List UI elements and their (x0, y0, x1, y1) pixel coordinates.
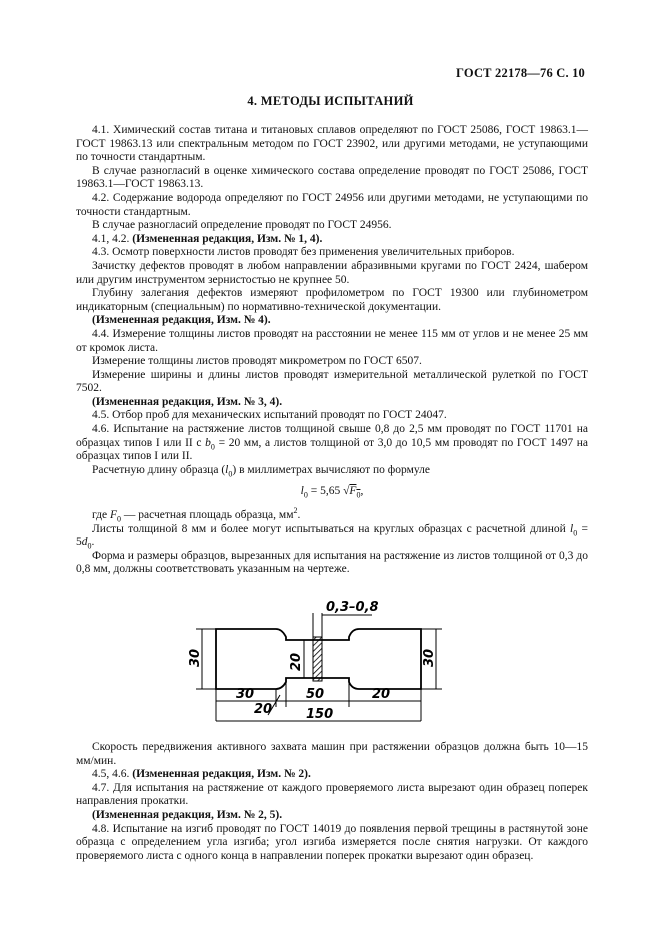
symbol: d (81, 536, 88, 549)
superscript: 2 (293, 506, 298, 516)
width-label-left: 30 (188, 648, 203, 667)
text-run: . (297, 509, 301, 522)
paragraph (76, 314, 588, 328)
paragraph: Скорость передвижения активного захвата машин при растяжении образцов должна быть 10—15 мм/мин. (76, 741, 588, 767)
paragraph: В случае разногласий определение проводят по ГОСТ 24956. (92, 219, 392, 232)
subscript: 0 (573, 527, 578, 537)
total-length-label: 150 (306, 707, 334, 722)
paragraph: Форма и размеры образцов, вырезанных для испытания на растяжение из листов толщиной от 0,3 до 0,8 мм, должны соответствовать указанным на чертеже. (76, 549, 588, 576)
paragraph: В случае разногласий в оценке химического состава определение проводят по ГОСТ 25086, ГОСТ 19863.1—ГОСТ 19863.13. (76, 164, 588, 191)
text-run: = 20 мм, а листов толщиной от 3,0 до 10,5 мм проводят по ГОСТ 1497 на образцах типов I или II. (76, 436, 588, 463)
paragraph: 4.5. Отбор проб для механических испытаний проводят по ГОСТ 24047. (92, 409, 447, 422)
paragraph: Глубину залегания дефектов измеряют профилометром по ГОСТ 19300 или глубинометром индикаторным (специальным) по нормативно-технической документации. (76, 287, 588, 313)
paragraph: 4.3. Осмотр поверхности листов проводят без применения увеличительных приборов. (92, 246, 515, 259)
paragraph (76, 464, 588, 478)
specimen-drawing (188, 589, 454, 729)
section-title: 4. МЕТОДЫ ИСПЫТАНИЙ (247, 94, 414, 108)
text-run: Расчетную длину образца ( (92, 463, 226, 476)
paragraph (76, 809, 588, 823)
paragraph: 4.7. Для испытания на растяжение от каждого проверяемого листа вырезают один образец поперек направления прокатки. (76, 781, 588, 808)
paragraph: Зачистку дефектов проводят в любом направлении абразивными кругами по ГОСТ 2424, шабером или другим инструментом зернистостью не крупнее 50. (76, 259, 588, 286)
subscript: 0 (87, 541, 92, 551)
paragraph (76, 423, 588, 464)
paragraph (76, 768, 588, 782)
formula (76, 485, 588, 499)
grip-right-label: 20 (372, 687, 391, 702)
paragraph: 4.8. Испытание на изгиб проводят по ГОСТ 14019 до появления первой трещины в растянутой зоне образца с определением угла изгиба; угол изгиба измеряется после снятия нагрузки. От каждого проверяемого листа с одного конца в направлении поперек прокатки вырезают один образец. (76, 822, 588, 862)
radius-label: 20 (254, 702, 273, 717)
text-run: 4.6. Испытание на растяжение листов толщиной свыше 0,8 до 2,5 мм проводят по ГОСТ 11701 на образцах типов I или II с (76, 423, 588, 449)
symbol: F (109, 509, 118, 522)
revision-note: (Измененная редакция, Изм. № 1, 4). (132, 232, 323, 245)
paragraph (76, 523, 588, 550)
paragraph: 4.4. Измерение толщины листов проводят на расстоянии не менее 115 мм от углов и не менее 25 мм от кромок листа. (76, 327, 588, 354)
page-header: ГОСТ 22178—76 С. 10 (456, 66, 585, 80)
text-run: = 5,65 √ (307, 485, 350, 498)
radicand (349, 485, 361, 500)
paragraph (76, 233, 588, 247)
text-run: — расчетная площадь образца, мм (121, 509, 294, 522)
width-label-right: 30 (422, 648, 437, 667)
revision-note: (Измененная редакция, Изм. № 3, 4). (92, 395, 283, 408)
subscript: 0 (356, 490, 361, 500)
paragraph: Измерение толщины листов проводят микрометром по ГОСТ 6507. (92, 355, 422, 368)
revision-note: (Измененная редакция, Изм. № 2, 5). (92, 808, 283, 821)
text-run: = 5 (76, 522, 588, 549)
clause-ref: 4.5, 4.6. (92, 768, 133, 781)
paragraph (76, 396, 588, 410)
symbol: l (570, 522, 574, 535)
text-run: ) в миллиметрах вычисляют по формуле (232, 463, 430, 476)
paragraph: Измерение ширины и длины листов проводят измерительной металлической рулеткой по ГОСТ 7502. (76, 368, 588, 395)
text-run: . (91, 536, 95, 549)
subscript: 0 (117, 514, 122, 524)
symbol: b (205, 436, 211, 449)
subscript: 0 (210, 441, 215, 451)
text-run: где (92, 509, 110, 522)
symbol: l (300, 485, 304, 498)
subscript: 0 (303, 490, 308, 500)
symbol: F (349, 485, 357, 498)
neck-label: 20 (289, 652, 304, 671)
revision-note: (Измененная редакция, Изм. № 2). (132, 768, 311, 781)
paragraph (76, 506, 588, 524)
subscript: 0 (228, 469, 233, 479)
paragraph: 4.1. Химический состав титана и титановых сплавов определяют по ГОСТ 25086, ГОСТ 19863.1— ГОСТ 19863.13 или спектральным методом по ГОСТ 23902, или другими методами, не уступающими по точности стандартным. (76, 124, 588, 164)
text-run: , (360, 485, 364, 498)
text-run: Листы толщиной 8 мм и более могут испытываться на круглых образцах с расчетной длиной (92, 522, 571, 535)
thickness-label: 0,3–0,8 (326, 600, 379, 615)
thickness-section (313, 637, 322, 681)
clause-ref: 4.1, 4.2. (92, 232, 133, 245)
revision-note: (Измененная редакция, Изм. № 4). (92, 314, 271, 327)
gauge-label: 50 (306, 687, 325, 702)
body-text (76, 124, 588, 863)
paragraph: 4.2. Содержание водорода определяют по ГОСТ 24956 или другими методами, не уступающими по точности стандартным. (76, 191, 588, 218)
grip-left-label: 30 (236, 687, 255, 702)
symbol: l (225, 463, 229, 476)
